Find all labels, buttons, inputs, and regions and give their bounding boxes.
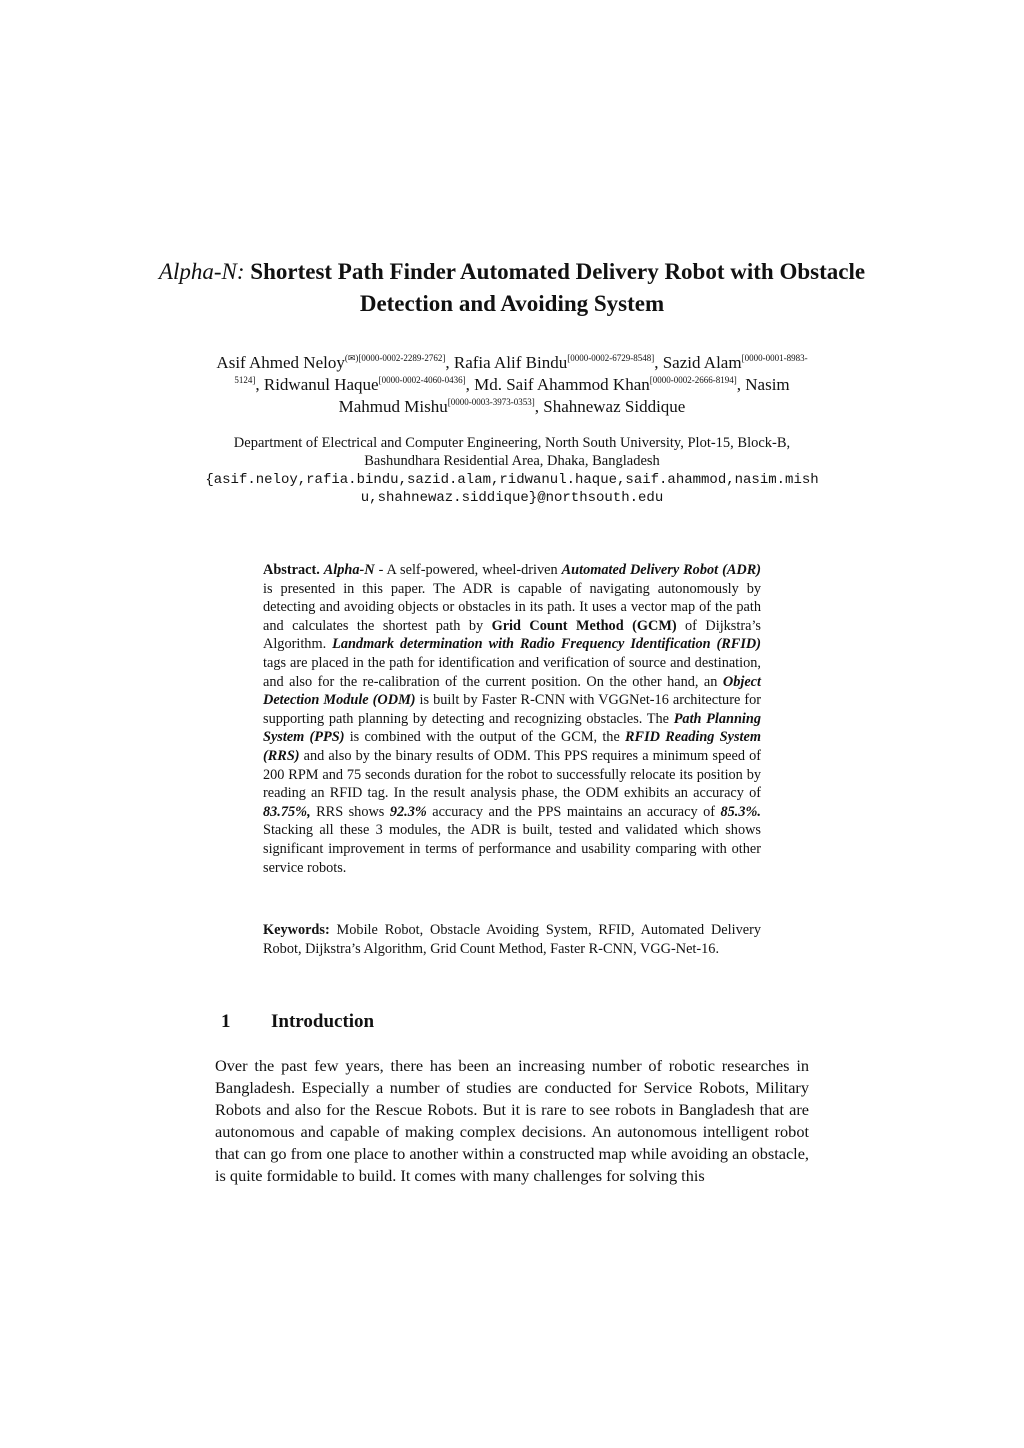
abstract-segment: Path Planning System (PPS) — [263, 710, 761, 746]
abstract-segment: of Dijkstra’s Algorithm. — [263, 617, 761, 653]
abstract-body — [263, 562, 761, 876]
author-name: Nasim Mahmud Mishu — [338, 375, 790, 416]
title-rest: Shortest Path Finder Automated Delivery Robot with Obstacle Detection and Avoiding System — [244, 259, 866, 316]
abstract-segment: 83.75%, — [263, 803, 311, 820]
abstract-segment: Landmark determination with Radio Frequency Identification (RFID) — [332, 636, 761, 653]
section-heading — [221, 1011, 374, 1033]
author-name: Md. Saif Ahammod Khan — [474, 375, 650, 394]
author-orcid: [0000-0002-6729-8548] — [567, 353, 655, 363]
keywords — [263, 921, 761, 958]
author-orcid: [0000-0001-8983-5124] — [234, 353, 808, 385]
abstract-segment: Grid Count Method (GCM) — [491, 617, 677, 634]
author-emails: {asif.neloy,rafia.bindu,sazid.alam,ridwanul.haque,saif.ahammod,nasim.mishu,shahnewaz.siddique}@northsouth.edu — [205, 472, 819, 506]
abstract-segment: RRS shows — [310, 803, 390, 820]
abstract-segment: - A self-powered, wheel-driven — [374, 562, 562, 578]
section-number: 1 — [221, 1011, 231, 1032]
title-prefix: Alpha-N: — [158, 259, 245, 284]
abstract-segment: Object Detection Module (ODM) — [263, 673, 761, 709]
abstract-segment: accuracy and the PPS maintains an accuracy of — [426, 803, 721, 820]
abstract-segment: is combined with the output of the GCM, the — [344, 729, 626, 746]
abstract-segment: Automated Delivery Robot (ADR) — [561, 562, 761, 578]
abstract-segment: RFID Reading System (RRS) — [263, 729, 761, 764]
abstract-segment: is presented in this paper. The ADR is capable of navigating autonomously by detecting and avoiding objects or obstacles in its path. It uses a vector map of the path and calculates the shortest path by — [263, 580, 761, 634]
abstract-segment: Stacking all these 3 modules, the ADR is built, tested and validated which shows significant improvement in terms of performance and usability comparing with other service robots. — [263, 822, 761, 876]
abstract-label: Abstract. — [263, 562, 320, 578]
author-orcid: (✉)[0000-0002-2289-2762] — [344, 353, 446, 363]
abstract-segment: is built by Faster R-CNN with VGGNet-16 architecture for supporting path planning by detecting and recognizing obstacles. The — [263, 692, 761, 727]
author-orcid: [0000-0003-3973-0353] — [447, 397, 535, 407]
abstract-segment: Alpha-N — [323, 562, 375, 578]
introduction-paragraph: Over the past few years, there has been an increasing number of robotic researches in Bangladesh. Especially a number of studies are conducted for Service Robots, Military Robots and also for the Rescue Robots. But it is rare to see robots in Bangladesh that are autonomous and capable of making complex decisions. An autonomous intelligent robot that can go from one place to another within a constructed map while avoiding an obstacle, is quite formidable to build. It comes with many challenges for solving this — [215, 1056, 809, 1185]
author-orcid: [0000-0002-2666-8194] — [649, 375, 737, 385]
abstract-segment: 85.3%. — [720, 803, 761, 820]
abstract-segment: 92.3% — [389, 803, 427, 820]
abstract-segment: and also by the binary results of ODM. This PPS requires a minimum speed of 200 RPM and 75 seconds duration for the robot to successfully relocate its position by reading an RFID tag. In the result analysis phase, the ODM exhibits an accuracy of — [263, 747, 761, 802]
author-name: Ridwanul Haque — [263, 375, 379, 394]
author-name: Rafia Alif Bindu — [453, 353, 568, 372]
author-name: Asif Ahmed Neloy — [216, 353, 345, 372]
abstract — [263, 561, 761, 877]
affiliation: Department of Electrical and Computer Engineering, North South University, Plot-15, Block-B, Bashundhara Residential Area, Dhaka, Bangladesh — [233, 435, 791, 469]
abstract-segment: tags are placed in the path for identification and verification of source and destination, and also for the re-calibration of the current position. On the other hand, an — [263, 654, 761, 690]
keywords-text: Mobile Robot, Obstacle Avoiding System, RFID, Automated Delivery Robot, Dijkstra’s Algorithm, Grid Count Method, Faster R-CNN, VGG-Net-16. — [263, 922, 761, 957]
section-title: Introduction — [271, 1011, 375, 1032]
author-name: Sazid Alam — [662, 353, 742, 372]
keywords-label: Keywords: — [263, 922, 330, 938]
author-list: Asif Ahmed Neloy$^{(✉)[0000-0002-2289-2762]}$, Rafia Alif Bindu[0000-0002-6729-8548], Sazid Alam[0000-0001-8983-5124], Ridwanul Haque[0000-0002-4060-0436], Md. Saif Ahammod Khan[0000-0002-2666-8194], Nasim Mahmud Mishu[0000-0003-3973-0353], Shahnewaz Siddique — [216, 353, 808, 416]
author-orcid: [0000-0002-4060-0436] — [378, 375, 466, 385]
author-name: Shahnewaz Siddique — [543, 397, 686, 416]
paper-title — [150, 256, 874, 320]
